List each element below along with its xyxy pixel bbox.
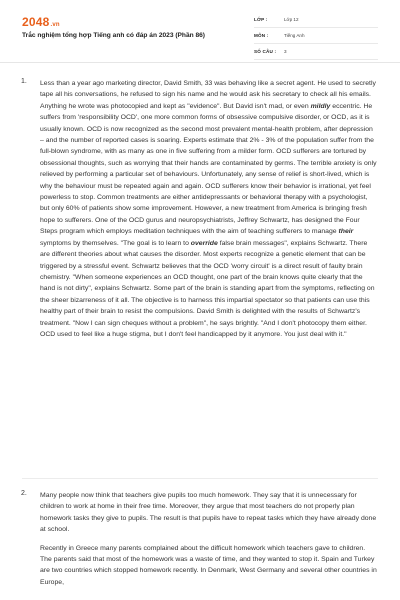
question-1 xyxy=(0,78,400,488)
logo-suffix: .vn xyxy=(50,22,60,28)
meta-key: LỚP : xyxy=(254,17,268,22)
question-2 xyxy=(0,490,400,588)
document-title: Trắc nghiệm tổng hợp Tiếng anh có đáp án 2023 (Phần 86) xyxy=(22,32,205,39)
meta-value: Tiếng Anh xyxy=(284,33,305,38)
question-number: 2. xyxy=(21,490,27,497)
meta-value: 3 xyxy=(284,49,287,54)
question-passage: Many people now think that teachers give pupils too much homework. They say that it is unnecessary for children to work at home in their free time. Moreover, they argue that most teachers do not properly plan homework tasks they give to pupils. The result is that pupils have to repeat tasks which they have already done at school. xyxy=(40,492,377,534)
meta-row-subject xyxy=(254,28,378,44)
question-divider xyxy=(22,478,378,479)
question-passage: Recently in Greece many parents complained about the difficult homework which teachers gave to children. The parents said that most of the homework was a waste of time, and they wanted to stop it. Spain and Turkey are two countries which stopped homework recently. In Denmark, West Germany and several other countries in Europe, xyxy=(40,544,377,586)
meta-value: Lớp 12 xyxy=(284,17,299,22)
meta-key: MÔN : xyxy=(254,33,269,38)
page-header xyxy=(0,0,400,63)
meta-row-class xyxy=(254,12,378,28)
question-passage: Less than a year ago marketing director, David Smith, 33 was behaving like a secret agent. He used to secretly tape all his conversations, he refused to sign his name and he would ask his secretary to check all his emails. Anything he wrote was photocopied and kept as "evidence". But David isn't mad, or even mildly eccentric. He suffers from 'responsibility OCD', one more common forms of obsessive compulsive disorder, or OCD, as it is usually known. OCD is now recognized as the second most prevalent mental-health problem, after depression – and the number of reported cases is soaring. Experts estimate that 2% - 3% of the population suffer from the full-blown syndrome, with as many as one in five suffering from a milder form. OCD sufferers are tortured by obsessional thoughts, such as worrying that their hands are contaminated by germs. The terrible anxiety is only relieved by performing a particular set of behaviours. Unfortunately, any sense of relief is short-lived, which is why the behaviour must be repeated again and again. OCD sufferers know their behavior is irrational, yet feel powerless to stop. Common treatments are either antidepressants or behavioral therapy with a psychologist, but only 60% of patients show some improvement. However, a new treatment from America is bringing fresh hope to sufferers. One of the OCD gurus and neuropsychiatrists, Jeffrey Schwartz, has designed the Four Steps program which employs meditation techniques with the aim of teaching sufferers to manage their symptoms by themselves. "The goal is to learn to override false brain messages", explains Schwartz. There are different theories about what causes the disorder. Most experts recognize a genetic element that can be triggered by a stressful event. Schwartz believes that the OCD 'worry circuit' is a direct result of faulty brain chemistry. "When someone experiences an OCD thought, one part of the brain knows quite clearly that the hand is not dirty", explains Schwartz. Some part of the brain is standing apart from the symptoms, reflecting on the sheer bizarreness of it all. The objective is to harness this impartial spectator so that patients can use this healthy part of their brain to resist the compulsions. David Smith is delighted with the results of Schwartz's treatment. "Now I can sign cheques without a problem", he says brightly. "And I don't photocopy them either. OCD used to feel like a huge stigma, but I don't feel handicapped by it anymore. You just deal with it." xyxy=(40,80,377,338)
meta-info xyxy=(254,12,378,60)
site-logo[interactable] xyxy=(22,15,60,29)
question-number: 1. xyxy=(21,78,27,85)
questions-content xyxy=(0,78,400,586)
meta-key: SỐ CÂU : xyxy=(254,49,277,54)
logo-text: 2048 xyxy=(22,15,50,29)
meta-row-count xyxy=(254,44,378,60)
